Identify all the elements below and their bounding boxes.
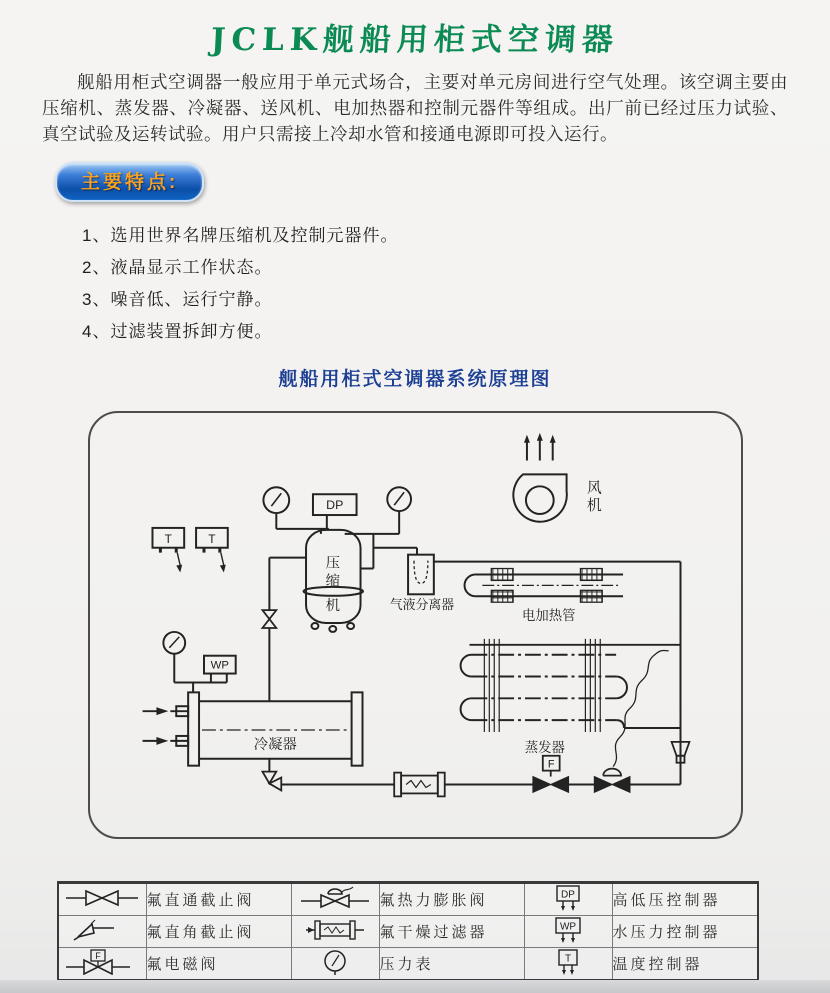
expansion-valve-icon: [594, 650, 668, 792]
legend-label: 氟直通截止阀: [146, 883, 291, 916]
compressor-label: 压: [325, 555, 340, 572]
gas-liquid-separator-label: 气液分离器: [389, 597, 455, 613]
features-heading-badge: 主要特点:: [55, 162, 204, 202]
fan-icon: [513, 433, 566, 522]
compressor-label: 机: [325, 598, 340, 615]
features-heading-row: [55, 162, 830, 202]
legend-label: 温度控制器: [612, 948, 758, 981]
feature-item: 4、过滤装置拆卸方便。: [82, 322, 273, 341]
thermal-expansion-valve-icon: [297, 885, 373, 911]
svg-text:WP: WP: [559, 921, 577, 932]
dp-controller-icon: [530, 885, 606, 911]
legend-table: [57, 881, 759, 982]
svg-text:DP: DP: [561, 889, 575, 900]
page-bottom-edge: [0, 980, 830, 993]
straight-stop-valve-icon: [64, 885, 140, 911]
feature-item: 2、液晶显示工作状态。: [82, 258, 273, 277]
features-list: [82, 220, 830, 348]
legend-label: 氟干燥过滤器: [379, 916, 524, 948]
filter-drier-icon: [394, 773, 445, 797]
legend-label: 高低压控制器: [612, 883, 758, 916]
condenser-icon: [156, 692, 362, 765]
legend-label: 氟电磁阀: [146, 948, 291, 981]
svg-text:F: F: [95, 950, 101, 961]
legend-label: 压力表: [379, 948, 524, 981]
dp-controller-label: DP: [326, 498, 344, 513]
temp-controller-label: T: [208, 531, 216, 546]
electric-heater-label: 电加热管: [522, 608, 576, 624]
page-title: JCLK舰船用柜式空调器: [209, 22, 620, 58]
legend-label: 氟直角截止阀: [146, 916, 291, 948]
electric-heater-icon: [465, 569, 624, 603]
solenoid-valve-icon: [64, 949, 140, 975]
schematic-svg: [90, 413, 741, 837]
schematic-panel: [88, 411, 743, 839]
t-controller-icon: [530, 949, 606, 975]
fan-label: 机: [586, 498, 602, 515]
fan-label: 风: [586, 480, 602, 497]
condenser-label: 冷凝器: [253, 736, 297, 753]
temp-controller-label: T: [164, 531, 172, 546]
legend-row: [58, 883, 758, 916]
legend-row: [58, 948, 758, 981]
evaporator-label: 蒸发器: [524, 739, 565, 755]
diagram-section-title: 舰船用柜式空调器系统原理图: [278, 369, 552, 390]
intro-paragraph: 舰船用柜式空调器一般应用于单元式场合，主要对单元房间进行空气处理。该空调主要由压缩机、蒸发器、冷凝器、送风机、电加热器和控制元器件等组成。出厂前已经过压力试验、真空试验及运转试验。用户只需接上冷却水管和接通电源即可投入运行。: [42, 72, 788, 144]
legend-label: 水压力控制器: [612, 916, 758, 948]
angle-stop-valve-icon: [64, 917, 140, 943]
wp-controller-label: WP: [210, 659, 230, 672]
filter-drier-icon: [297, 917, 373, 943]
wp-controller-icon: [530, 917, 606, 943]
legend-row: [58, 916, 758, 948]
stop-valve-icon: [262, 610, 276, 628]
legend-label: 氟热力膨胀阀: [379, 883, 524, 916]
compressor-label: 缩: [325, 573, 340, 590]
svg-text:T: T: [564, 953, 572, 964]
pressure-gauge-icon: [297, 949, 373, 975]
feature-item: 1、选用世界名牌压缩机及控制元器件。: [82, 226, 399, 245]
evaporator-icon: [461, 639, 627, 732]
gas-liquid-separator-icon: [408, 555, 434, 595]
angle-valve-icon: [262, 772, 281, 791]
feature-item: 3、噪音低、运行宁静。: [82, 290, 273, 309]
solenoid-valve-label: F: [547, 758, 555, 771]
